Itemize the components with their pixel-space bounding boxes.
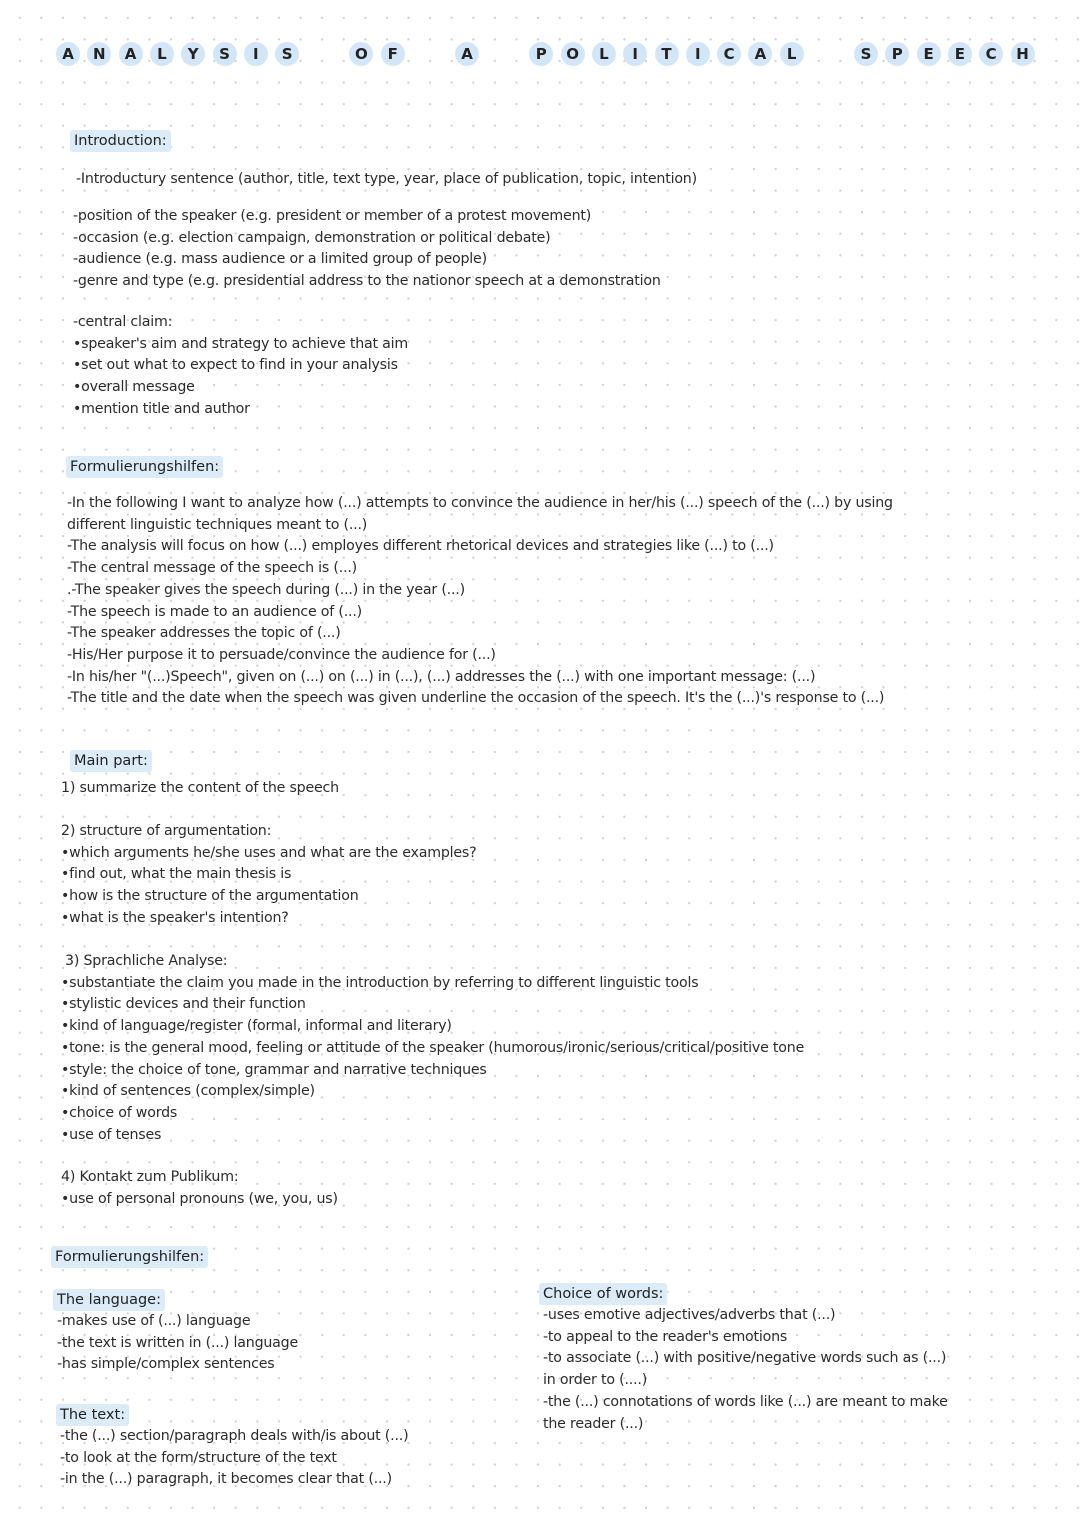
language-analysis-item: •choice of words: [61, 1104, 178, 1121]
main-part-heading: Main part:: [70, 750, 152, 772]
argumentation-heading: 2) structure of argumentation:: [61, 823, 272, 839]
word-choice-phrase: in order to (....): [543, 1372, 648, 1389]
title-letter: H: [1011, 42, 1035, 66]
argumentation-block: [61, 821, 476, 930]
phrasing-list-1: [67, 493, 893, 710]
phrase-line: -The central message of the speech is (...): [67, 560, 358, 577]
claim-item: •set out what to expect to find in your analysis: [73, 357, 398, 374]
introduction-heading: Introduction:: [70, 130, 171, 152]
title-letter: F: [381, 42, 405, 66]
central-claim-heading: -central claim:: [73, 314, 173, 330]
word-choice-phrase: -to associate (...) with positive/negative words such as (...): [543, 1350, 947, 1367]
page-title: [56, 40, 1046, 72]
intro-item: -occasion (e.g. election campaign, demonstration or political debate): [73, 229, 551, 246]
title-letter: N: [87, 42, 111, 66]
claim-item: •mention title and author: [73, 400, 250, 417]
argumentation-item: •which arguments he/she uses and what are the examples?: [61, 844, 477, 861]
audience-contact-block: [61, 1167, 338, 1210]
phrasing-heading-1: Formulierungshilfen:: [66, 456, 223, 478]
phrase-line: .-The speaker gives the speech during (...) in the year (...): [67, 581, 465, 598]
title-letter: A: [119, 42, 143, 66]
title-letter: L: [592, 42, 616, 66]
claim-item: •overall message: [73, 379, 195, 396]
argumentation-item: •how is the structure of the argumentation: [61, 888, 359, 905]
intro-item: -genre and type (e.g. presidential address to the nationor speech at a demonstration: [73, 273, 661, 290]
introductory-sentence: -Introductury sentence (author, title, text type, year, place of publication, topic, intention): [76, 171, 697, 187]
phrasing-section-1: [70, 456, 223, 478]
main-part-section: [74, 750, 152, 772]
language-phrase: -the text is written in (...) language: [57, 1334, 299, 1351]
title-letter: C: [717, 42, 741, 66]
language-analysis-item: •substantiate the claim you made in the introduction by referring to different linguistic tools: [61, 974, 699, 991]
language-analysis-block: [61, 951, 804, 1146]
intro-list: [73, 206, 661, 293]
text-phrase: -the (...) section/paragraph deals with/is about (...): [60, 1428, 409, 1444]
language-phrase: -makes use of (...) language: [57, 1313, 251, 1329]
language-analysis-item: •kind of language/register (formal, informal and literary): [61, 1018, 452, 1035]
phrase-line: different linguistic techniques meant to (...): [67, 516, 368, 533]
phrase-line: -The title and the date when the speech was given underline the occasion of the speech. It's the (...)'s response to (...): [67, 690, 885, 707]
language-phrases: [57, 1289, 298, 1376]
word-choice-phrase: -to appeal to the reader's emotions: [543, 1328, 788, 1345]
language-analysis-item: •style: the choice of tone, grammar and narrative techniques: [61, 1061, 487, 1078]
language-analysis-item: •kind of sentences (complex/simple): [61, 1083, 315, 1100]
title-letter: Y: [181, 42, 205, 66]
intro-item: -audience (e.g. mass audience or a limited group of people): [73, 251, 487, 268]
title-letter: S: [213, 42, 237, 66]
central-claim-list: [73, 312, 408, 421]
text-phrase: -to look at the form/structure of the text: [60, 1449, 337, 1466]
phrasing-heading-2: Formulierungshilfen:: [51, 1246, 208, 1268]
language-analysis-item: •stylistic devices and their function: [61, 996, 306, 1013]
title-letter: A: [56, 42, 80, 66]
title-letter: S: [854, 42, 878, 66]
phrase-line: -In the following I want to analyze how (...) attempts to convince the audience in her/his (...) speech of the (...) by using: [67, 495, 893, 511]
phrase-line: -The analysis will focus on how (...) employes different rhetorical devices and strategies like (...) to (...): [67, 538, 774, 555]
title-letter: O: [349, 42, 373, 66]
title-letter: P: [529, 42, 553, 66]
intro-item: -position of the speaker (e.g. president or member of a protest movement): [73, 208, 592, 224]
word-choice-phrase: -the (...) connotations of words like (...) are meant to make: [543, 1393, 948, 1410]
title-letter: A: [748, 42, 772, 66]
phrase-line: -His/Her purpose it to persuade/convince the audience for (...): [67, 646, 496, 663]
language-analysis-heading: 3) Sprachliche Analyse:: [65, 953, 228, 969]
argumentation-item: •find out, what the main thesis is: [61, 866, 292, 883]
title-letter: P: [885, 42, 909, 66]
title-letter: I: [623, 42, 647, 66]
claim-item: •speaker's aim and strategy to achieve that aim: [73, 335, 409, 352]
phrase-line: -In his/her "(...)Speech", given on (...) on (...) in (...), (...) addresses the (...) with one important message: (...): [67, 668, 816, 685]
title-letter: I: [244, 42, 268, 66]
phrasing-section-2: [55, 1246, 208, 1268]
text-phrases: [60, 1404, 408, 1491]
argumentation-item: •what is the speaker's intention?: [61, 909, 289, 926]
title-letter: S: [275, 42, 299, 66]
introduction-section: [74, 130, 171, 152]
phrase-line: -The speaker addresses the topic of (...): [67, 625, 341, 642]
title-letter: E: [917, 42, 941, 66]
audience-contact-item: •use of personal pronouns (we, you, us): [61, 1190, 338, 1207]
language-phrases-heading: The language:: [53, 1289, 165, 1311]
title-letter: C: [979, 42, 1003, 66]
word-choice-phrase: -uses emotive adjectives/adverbs that (...): [543, 1307, 836, 1323]
word-choice-heading: Choice of words:: [539, 1283, 667, 1305]
phrase-line: -The speech is made to an audience of (...): [67, 603, 362, 620]
language-analysis-item: •tone: is the general mood, feeling or attitude of the speaker (humorous/ironic/serious/critical/positive tone: [61, 1039, 805, 1056]
text-phrases-heading: The text:: [56, 1404, 129, 1426]
title-letter: E: [948, 42, 972, 66]
title-letter: A: [455, 42, 479, 66]
language-analysis-item: •use of tenses: [61, 1126, 162, 1143]
audience-contact-heading: 4) Kontakt zum Publikum:: [61, 1169, 239, 1185]
word-choice-phrases: [543, 1283, 948, 1435]
summary-step: 1) summarize the content of the speech: [61, 780, 339, 796]
title-letter: L: [150, 42, 174, 66]
title-letter: L: [780, 42, 804, 66]
language-phrase: -has simple/complex sentences: [57, 1356, 275, 1373]
title-letter: O: [561, 42, 585, 66]
word-choice-phrase: the reader (...): [543, 1415, 644, 1432]
text-phrase: -in the (...) paragraph, it becomes clear that (...): [60, 1471, 392, 1488]
title-letter: T: [655, 42, 679, 66]
title-letter: I: [686, 42, 710, 66]
